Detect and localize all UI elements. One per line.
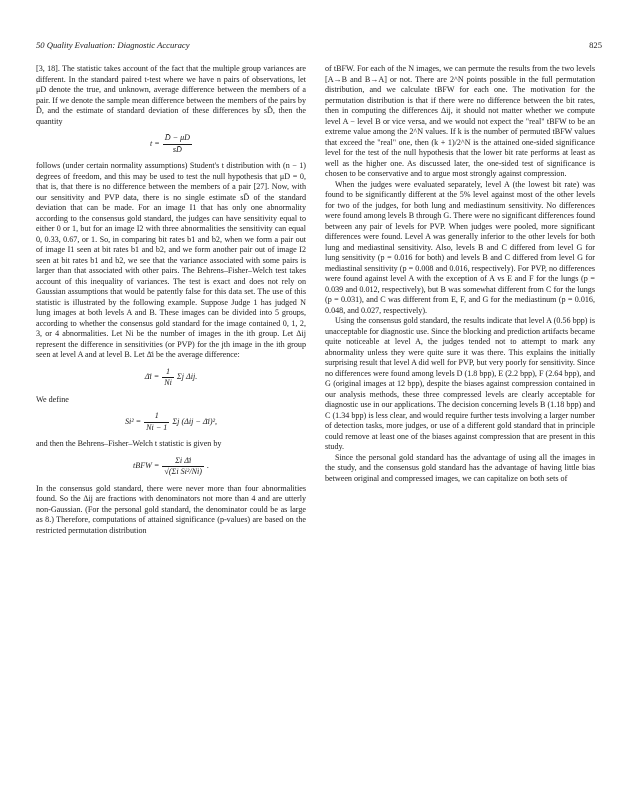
fraction-numerator: D̄ − μD	[163, 133, 192, 145]
right-column	[325, 64, 595, 484]
paragraph: follows (under certain normality assumptions) Student's t distribution with (n − 1) degrees of freedom, and this may be used to test the null hypothesis that μD = 0, that is, that there is no difference between the members of a pair [27]. Now, with our sensitivity and PVP data, there is no single estimate sD̄ of the standard deviation that can be made. For an image I1 that has only one abnormality according to the consensus gold standard, the judges can have sensitivity equal to either 0 or 1, but for an image I2 with three abnormalities the sensitivity can equal 0, 0.33, 0.67, or 1. So, in comparing bit rates b1 and b2, when we form a pair out of image I1 seen at bit rates b1 and b2, and we form another pair out of image I2 seen at bit rates b1 and b2, we see that the variance associated with some pairs is larger than that associated with other pairs. The Behrens–Fisher–Welch test takes account of this inequality of variances. The test is exact and does not rely on Gaussian assumptions that would be patently false for this data set. The use of this statistic is illustrated by the following example. Suppose Judge 1 has judged N lung images at both levels A and B. These images can be divided into 5 groups, according to whether the consensus gold standard for the image contained 0, 1, 2, 3, or 4 abnormalities. Let Ni be the number of images in the ith group. Let Δij represent the difference in sensitivities (or PVP) for the jth image in the ith group seen at level A and at level B. Let Δ̄i be the average difference:	[36, 161, 306, 359]
equation-lhs: Si² =	[124, 416, 142, 426]
fraction-denominator: √(Σi Si²/Ni)	[164, 467, 202, 476]
paragraph: Using the consensus gold standard, the results indicate that level A (0.56 bpp) is unacceptable for diagnostic use. Since the blocking and prediction artifacts became quite noticeable at level A, the judges tended not to attempt to mark any abnormality unless they were quite sure it was there. This explains the initially surprising result that level A did well for PVP, but very poorly for sensitivity. Since no differences were found among levels D (1.8 bpp), E (2.2 bpp), F (2.64 bpp), and G (original images at 12 bpp), despite the biases against compression contained in our analysis methods, these three compressed levels are clearly acceptable for diagnostic use in our applications. The decision concerning levels B (1.18 bpp) and C (1.34 bpp) is less clear, and would require further tests involving a larger number of detection tasks, more judges, or use of a different gold standard that in principle could remove at least one of the biases against compression that are present in this study.	[325, 316, 595, 451]
fraction-numerator: 1	[162, 367, 174, 379]
fraction-denominator: Ni − 1	[146, 422, 168, 432]
paragraph: When the judges were evaluated separately, level A (the lowest bit rate) was found to be significantly different at the 5% level against most of the other levels for two of the judges, for both lung and mediastinum sensitivity. No differences were found among levels B through G. There were no significant differences found between any pair of levels for PVP. When judges were pooled, more significant differences were found. Level A was generally inferior to the other levels for both lung and mediastinal sensitivity. Also, levels B and C differed from level G for lung sensitivity (p = 0.016 for both) and levels B and C differed from level G for mediastinal sensitivity (p = 0.008 and 0.016, respectively). For PVP, no differences were found against level A with the exception of A vs E and F for the lungs (p = 0.039 and 0.012, respectively), but B was somewhat different from C for the lungs (p = 0.031), and C was different from E, F, and G for the mediastinum (p = 0.016, 0.048, and 0.027, respectively).	[325, 179, 595, 315]
equation-t-statistic	[36, 133, 306, 155]
page-number: 825	[589, 40, 602, 50]
paragraph: In the consensus gold standard, there were never more than four abnormalities found. So the Δij are fractions with denominators not more than 4 and are utterly non-Gaussian. (For the personal gold standard, the denominator could be as large as 8.) Therefore, computations of attained significance (p-values) are based on the restricted permutation distribution	[36, 483, 306, 535]
fraction-numerator: Σi Δ̄i	[162, 456, 204, 468]
equation-fraction	[144, 411, 169, 433]
equation-lhs: Δ̄i =	[144, 372, 160, 382]
paragraph: [3, 18]. The statistic takes account of the fact that the multiple group variances are different. In the standard paired t-test where we have n pairs of observations, let μD denote the true, and unknown, average difference between the members of a pair. If we denote the sample mean difference between the members of the pairs by D̄, and the estimate of standard deviation of these differences by sD̄, then the quantity	[36, 64, 306, 126]
equation-lhs: t =	[150, 138, 160, 148]
paragraph: and then the Behrens–Fisher–Welch t statistic is given by	[36, 439, 222, 448]
fraction-denominator: Ni	[164, 378, 172, 387]
equation-bfw-statistic	[36, 456, 306, 478]
running-header	[36, 40, 602, 54]
equation-end: .	[206, 461, 209, 471]
equation-rhs: Σj (Δij − Δ̄i)²,	[172, 416, 218, 426]
paragraph: Since the personal gold standard has the advantage of using all the images in the study, and the consensus gold standard has the advantage of having little bias between original and compressed images, we can capitalize on both sets of	[325, 452, 595, 483]
fraction-denominator: sD̄	[172, 144, 182, 154]
running-head-title: 50 Quality Evaluation: Diagnostic Accuracy	[36, 40, 190, 50]
fraction-numerator: 1	[144, 411, 169, 423]
equation-variance	[36, 411, 306, 433]
equation-lhs: tBFW =	[133, 461, 160, 471]
equation-fraction	[162, 456, 204, 478]
left-column	[36, 64, 306, 536]
equation-fraction	[162, 367, 174, 389]
equation-fraction	[163, 133, 192, 155]
equation-average-difference	[36, 367, 306, 389]
paragraph: We define	[36, 394, 69, 404]
paragraph: of tBFW. For each of the N images, we can permute the results from the two levels [A→B and B→A] or not. There are 2^N points possible in the full permutation distribution, and we calculate tBFW for each one. The motivation for the permutation distribution is that if there were no difference between the bit rates, then in computing the differences Δij, it should not matter whether we compute level A − level B or vice versa, and we would not expect the "real" tBFW to be an extreme value among the 2^N values. If k is the number of permuted tBFW values that exceed the "real" one, then (k + 1)/2^N is the attained one-sided significance level for the test of the null hypothesis that the lower bit rate performs at least as well as the higher one. As discussed later, the one-sided test of significance is chosen to be conservative and to argue most strongly against compression.	[325, 64, 595, 178]
equation-rhs: Σj Δij.	[176, 372, 198, 382]
